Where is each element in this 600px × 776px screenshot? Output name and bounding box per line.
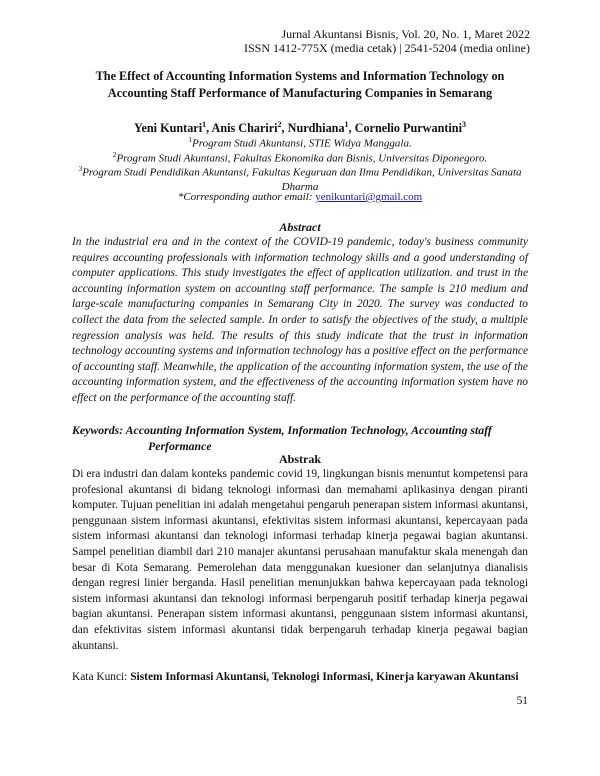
abstract-heading: Abstract: [279, 220, 321, 234]
affiliation-text: Program Studi Pendidikan Akuntansi, Fakultas Keguruan dan Ilmu Pendidikan, Universitas Sanata Dharma: [82, 166, 522, 194]
corresponding-author: [72, 190, 528, 205]
author-affiliation-mark: 1: [202, 120, 207, 129]
author-affiliation-mark: 2: [277, 120, 282, 129]
affiliation-mark: 1: [188, 135, 193, 144]
author-name: Anis Chariri: [211, 121, 278, 136]
affiliation-text: Program Studi Akuntansi, Fakultas Ekonomika dan Bisnis, Universitas Diponegoro.: [116, 152, 488, 165]
author-affiliation-mark: 3: [461, 120, 466, 129]
keywords-label: Keywords:: [72, 423, 124, 437]
author-affiliation-mark: 1: [344, 120, 349, 129]
journal-citation: Jurnal Akuntansi Bisnis, Vol. 20, No. 1, Maret 2022: [281, 27, 530, 41]
author-name: Yeni Kuntari: [134, 121, 203, 136]
affiliation-text: Program Studi Akuntansi, STIE Widya Manggala.: [192, 137, 412, 150]
kata-kunci-values: Sistem Informasi Akuntansi, Teknologi Informasi, Kinerja karyawan Akuntansi: [130, 671, 519, 683]
paper-title: The Effect of Accounting Information Systems and Information Technology on Accounting Staff Performance of Manufacturing Companies in Semarang: [95, 69, 505, 100]
author-email-link[interactable]: yenikuntari@gmail.com: [315, 191, 423, 203]
keywords-line-2: Performance: [148, 439, 212, 453]
keywords-english: [72, 422, 502, 454]
author-list: Yeni Kuntari$^1$, Anis Chariri$^2$, Nurdhiana$^1$, Cornelio Purwantini$^3$: [134, 120, 466, 136]
corresponding-label: *Corresponding author email:: [177, 191, 313, 203]
journal-issn: ISSN 1412-775X (media cetak) | 2541-5204 (media online): [243, 41, 530, 55]
author-name: Nurdhiana: [287, 121, 345, 136]
keywords-indonesian: [72, 670, 542, 685]
keywords-line-1: Accounting Information System, Information Technology, Accounting staff: [125, 423, 492, 437]
author-name: Cornelio Purwantini: [354, 121, 462, 136]
affiliation-mark: 2: [112, 150, 117, 159]
page-number: 51: [516, 695, 528, 707]
kata-kunci-label: Kata Kunci:: [72, 671, 128, 683]
abstrak-heading: Abstrak: [278, 452, 321, 466]
abstract-indonesian: Di era industri dan dalam konteks pandemic covid 19, lingkungan bisnis menuntut kompetensi para profesional akuntansi di bidang teknologi informasi dan memahami aplikasinya dengan piranti komputer. Tujuan penelitian ini adalah mengetahui pengaruh penerapan sistem informasi akuntansi, penggunaan sistem informasi akuntansi, efektivitas sistem informasi akuntansi, kepercayaan pada sistem informasi akuntansi dan teknologi informasi terhadap kinerja pegawai bagian akuntansi. Sampel penelitian diambil dari 210 manajer akuntansi perusahaan manufaktur skala menengah dan besar di Kota Semarang. Pemerolehan data menggunakan kuesioner dan selanjutnya dianalisis dengan regresi linier berganda. Hasil penelitian menunjukkan bahwa kepercayaan pada teknologi sistem informasi akuntansi dan teknologi informasi berpengaruh positif terhadap kinerja pegawai bagian akuntansi. Penerapan sistem informasi akuntansi, penggunaan sistem informasi akuntansi, dan efektivitas sistem informasi akuntansi tidak berpengaruh terhadap kinerja pegawai bagian akuntansi.: [72, 468, 528, 652]
affiliation-mark: 3: [78, 164, 83, 173]
abstract-english: In the industrial era and in the context of the COVID-19 pandemic, today's business community requires accounting professionals with information technology skills and a good understanding of computer applications. This study investigates the effect of application utilization. and trust in the accounting information system on accounting staff performance. The sample is 210 medium and large-scale manufacturing companies in Semarang City in 2020. The survey was conducted to collect the data from the selected sample. In order to satisfy the objectives of the study, a multiple regression analysis was held. The results of this study indicate that the trust in information technology accounting systems and information technology has a positive effect on the performance of accounting staff. Meanwhile, the application of the accounting information system, the use of the accounting information system, and the effectiveness of the accounting information system have no effect on the performance of the accounting staff.: [72, 236, 528, 404]
